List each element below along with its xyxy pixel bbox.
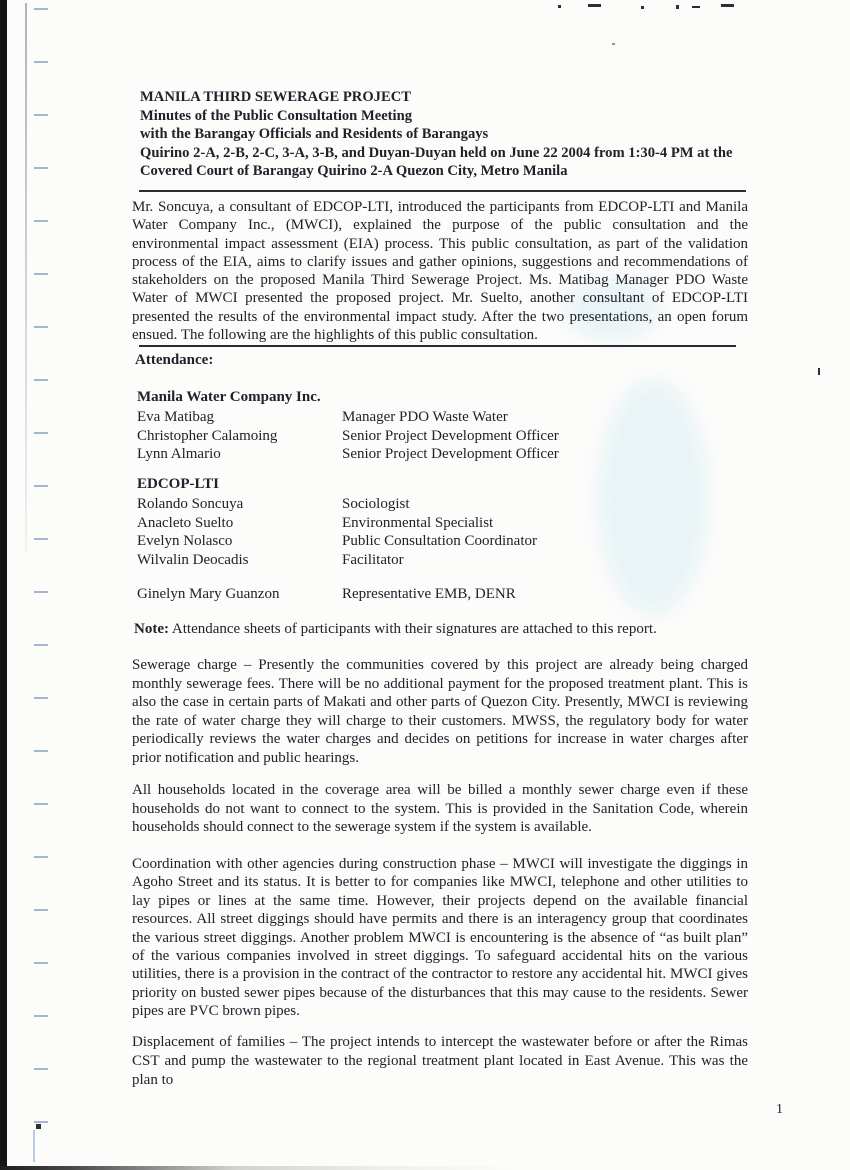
note-label: Note: [134,621,169,637]
document-header [140,88,750,181]
attendance-row [137,551,697,570]
scan-edge-left [0,0,7,1170]
scan-speck [692,6,700,8]
attendance-row [137,532,697,551]
attendance-org-mwci: Manila Water Company Inc. [137,389,321,405]
member-role: Public Consultation Coordinator [342,533,537,549]
attendance-row [137,495,697,514]
member-name: Ginelyn Mary Guanzon [137,586,280,602]
attendance-group-edcop [137,495,697,569]
binder-margin-marks [34,8,48,1130]
scan-speck [36,1124,41,1129]
scan-speck [612,43,615,45]
header-line-audience: with the Barangay Officials and Residents of Barangays [140,126,489,143]
scan-edge-bottom [0,1166,520,1170]
scan-speck [676,5,679,9]
member-name: Wilvalin Deocadis [137,551,249,568]
horizontal-rule-top [139,190,746,192]
horizontal-rule-middle [139,345,736,347]
member-role: Sociologist [342,496,410,512]
member-name: Evelyn Nolasco [137,533,233,549]
member-role: Environmental Specialist [342,514,494,531]
attendance-note [134,621,750,638]
attendance-row [137,445,697,464]
scan-speck [721,4,734,7]
scan-speck [588,4,601,7]
scan-speck [558,5,561,8]
member-name: Christopher Calamoing [137,427,278,444]
attendance-guest [137,585,697,604]
member-role: Senior Project Development Officer [342,446,559,462]
member-name: Anacleto Suelto [137,514,234,531]
attendance-row [137,585,697,604]
attendance-row [137,514,697,533]
header-line-date-venue-2: Covered Court of Barangay Quirino 2-A Quezon City, Metro Manila [140,163,568,180]
scan-speck [818,368,820,375]
attendance-row [137,427,697,446]
minutes-paragraph-sewerage-charge: Sewerage charge – Presently the communities covered by this project are already being charged monthly sewerage fees. There will be no additional payment for the proposed treatment plant. This is also the case in certain parts of Makati and other parts of Quezon City. Presently, MWCI is reviewing the rate of water charge they will charge to their customers. MWSS, the regulatory body for water periodically reviews the water charges and decides on petitions for increase in water charges after prior notification and public hearings. [132,657,748,766]
intro-paragraph: Mr. Soncuya, a consultant of EDCOP-LTI, introduced the participants from EDCOP-LTI and Manila Water Company Inc., (MWCI), explained the purpose of the public consultation and the environmental impact assessment (EIA) process. This public consultation, as part of the validation process of the EIA, aims to clarify issues and gather opinions, suggestions and recommendations of stakeholders on the proposed Manila Third Sewerage Project. Ms. Matibag Manager PDO Waste Water of MWCI presented the proposed project. Mr. Suelto, another consultant of EDCOP-LTI presented the results of the environmental impact study. After the two presentations, an open forum ensued. The following are the highlights of this public consultation. [132,199,748,344]
member-name: Eva Matibag [137,409,215,425]
member-role: Manager PDO Waste Water [342,409,508,425]
scan-speck [641,6,644,9]
page-number: 1 [776,1102,783,1117]
scan-shadow-line [25,3,27,551]
member-role: Senior Project Development Officer [342,427,559,444]
minutes-paragraph-agency-coordination: Coordination with other agencies during construction phase – MWCI will investigate the diggings in Agoho Street and its status. It is better to for companies like MWCI, telephone and other utilities to lay pipes or lines at the same time. However, their projects depend on the available financial resources. All street diggings should have permits and there is an interagency group that coordinates the various street diggings. Another problem MWCI is encountering is the absence of “as built plan” of the various companies involved in street diggings. To safeguard accidental hits on the various utilities, there is a provision in the contract of the contractor to restore any accidental hit. MWCI gives priority on busted sewer pipes because of the disturbances that this may cause to the residents. Sewer pipes are PVC brown pipes. [132,856,748,1020]
minutes-paragraph-households-billing: All households located in the coverage area will be billed a monthly sewer charge even if these households do not want to connect to the system. This is provided in the Sanitation Code, wherein households should connect to the sewerage system if the system is available. [132,782,748,835]
minutes-paragraph-displacement: Displacement of families – The project intends to intercept the wastewater before or after the Rimas CST and pump the wastewater to the regional treatment plant located in East Avenue. This was the plan to [132,1034,748,1088]
member-role: Representative EMB, DENR [342,586,516,602]
attendance-group-mwci [137,408,697,464]
header-line-subtitle: Minutes of the Public Consultation Meeting [140,107,413,124]
attendance-heading: Attendance: [135,352,214,368]
header-line-date-venue-1: Quirino 2-A, 2-B, 2-C, 3-A, 3-B, and Duyan-Duyan held on June 22 2004 from 1:30-4 PM at the [140,144,733,161]
member-name: Lynn Almario [137,446,221,462]
header-line-title: MANILA THIRD SEWERAGE PROJECT [140,89,411,105]
member-role: Facilitator [342,551,404,568]
attendance-org-edcop: EDCOP-LTI [137,476,219,492]
attendance-row [137,408,697,427]
scan-artifact [33,1130,35,1162]
member-name: Rolando Soncuya [137,496,244,512]
note-text: Attendance sheets of participants with their signatures are attached to this report. [168,621,657,637]
